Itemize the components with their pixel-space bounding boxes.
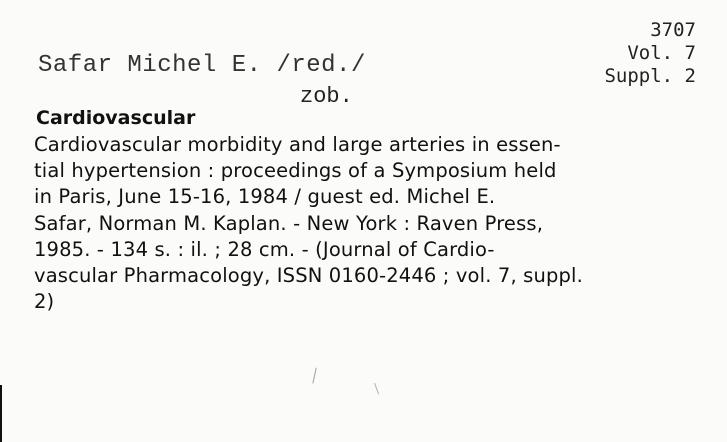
description-line: Cardiovascular morbidity and large arteries in essen-	[34, 133, 561, 156]
card-edge-shadow	[0, 385, 2, 442]
stray-pen-mark	[312, 368, 320, 385]
description-line: Safar, Norman M. Kaplan. - New York : Raven Press,	[34, 211, 544, 235]
subject-heading: Cardiovascular	[36, 107, 196, 129]
description-line: 2)	[34, 290, 55, 314]
description-line: 1985. - 134 s. : il. ; 28 cm. - (Journal of Cardio-	[34, 237, 495, 261]
call-number-line: Vol. 7	[627, 42, 696, 64]
author-entry: Safar Michel E. /red./	[38, 52, 366, 79]
stray-pen-mark	[374, 382, 383, 395]
author-note: zob.	[300, 84, 353, 109]
call-number-line: Suppl. 2	[604, 65, 696, 87]
description-line: vascular Pharmacology, ISSN 0160-2446 ; vol. 7, suppl.	[34, 264, 583, 288]
call-number-line: 3707	[650, 19, 696, 41]
call-number	[604, 19, 696, 88]
description-line: in Paris, June 15-16, 1984 / guest ed. Michel E.	[34, 185, 496, 209]
description-line: tial hypertension : proceedings of a Symposium held	[34, 159, 557, 183]
bibliographic-description	[34, 132, 714, 315]
